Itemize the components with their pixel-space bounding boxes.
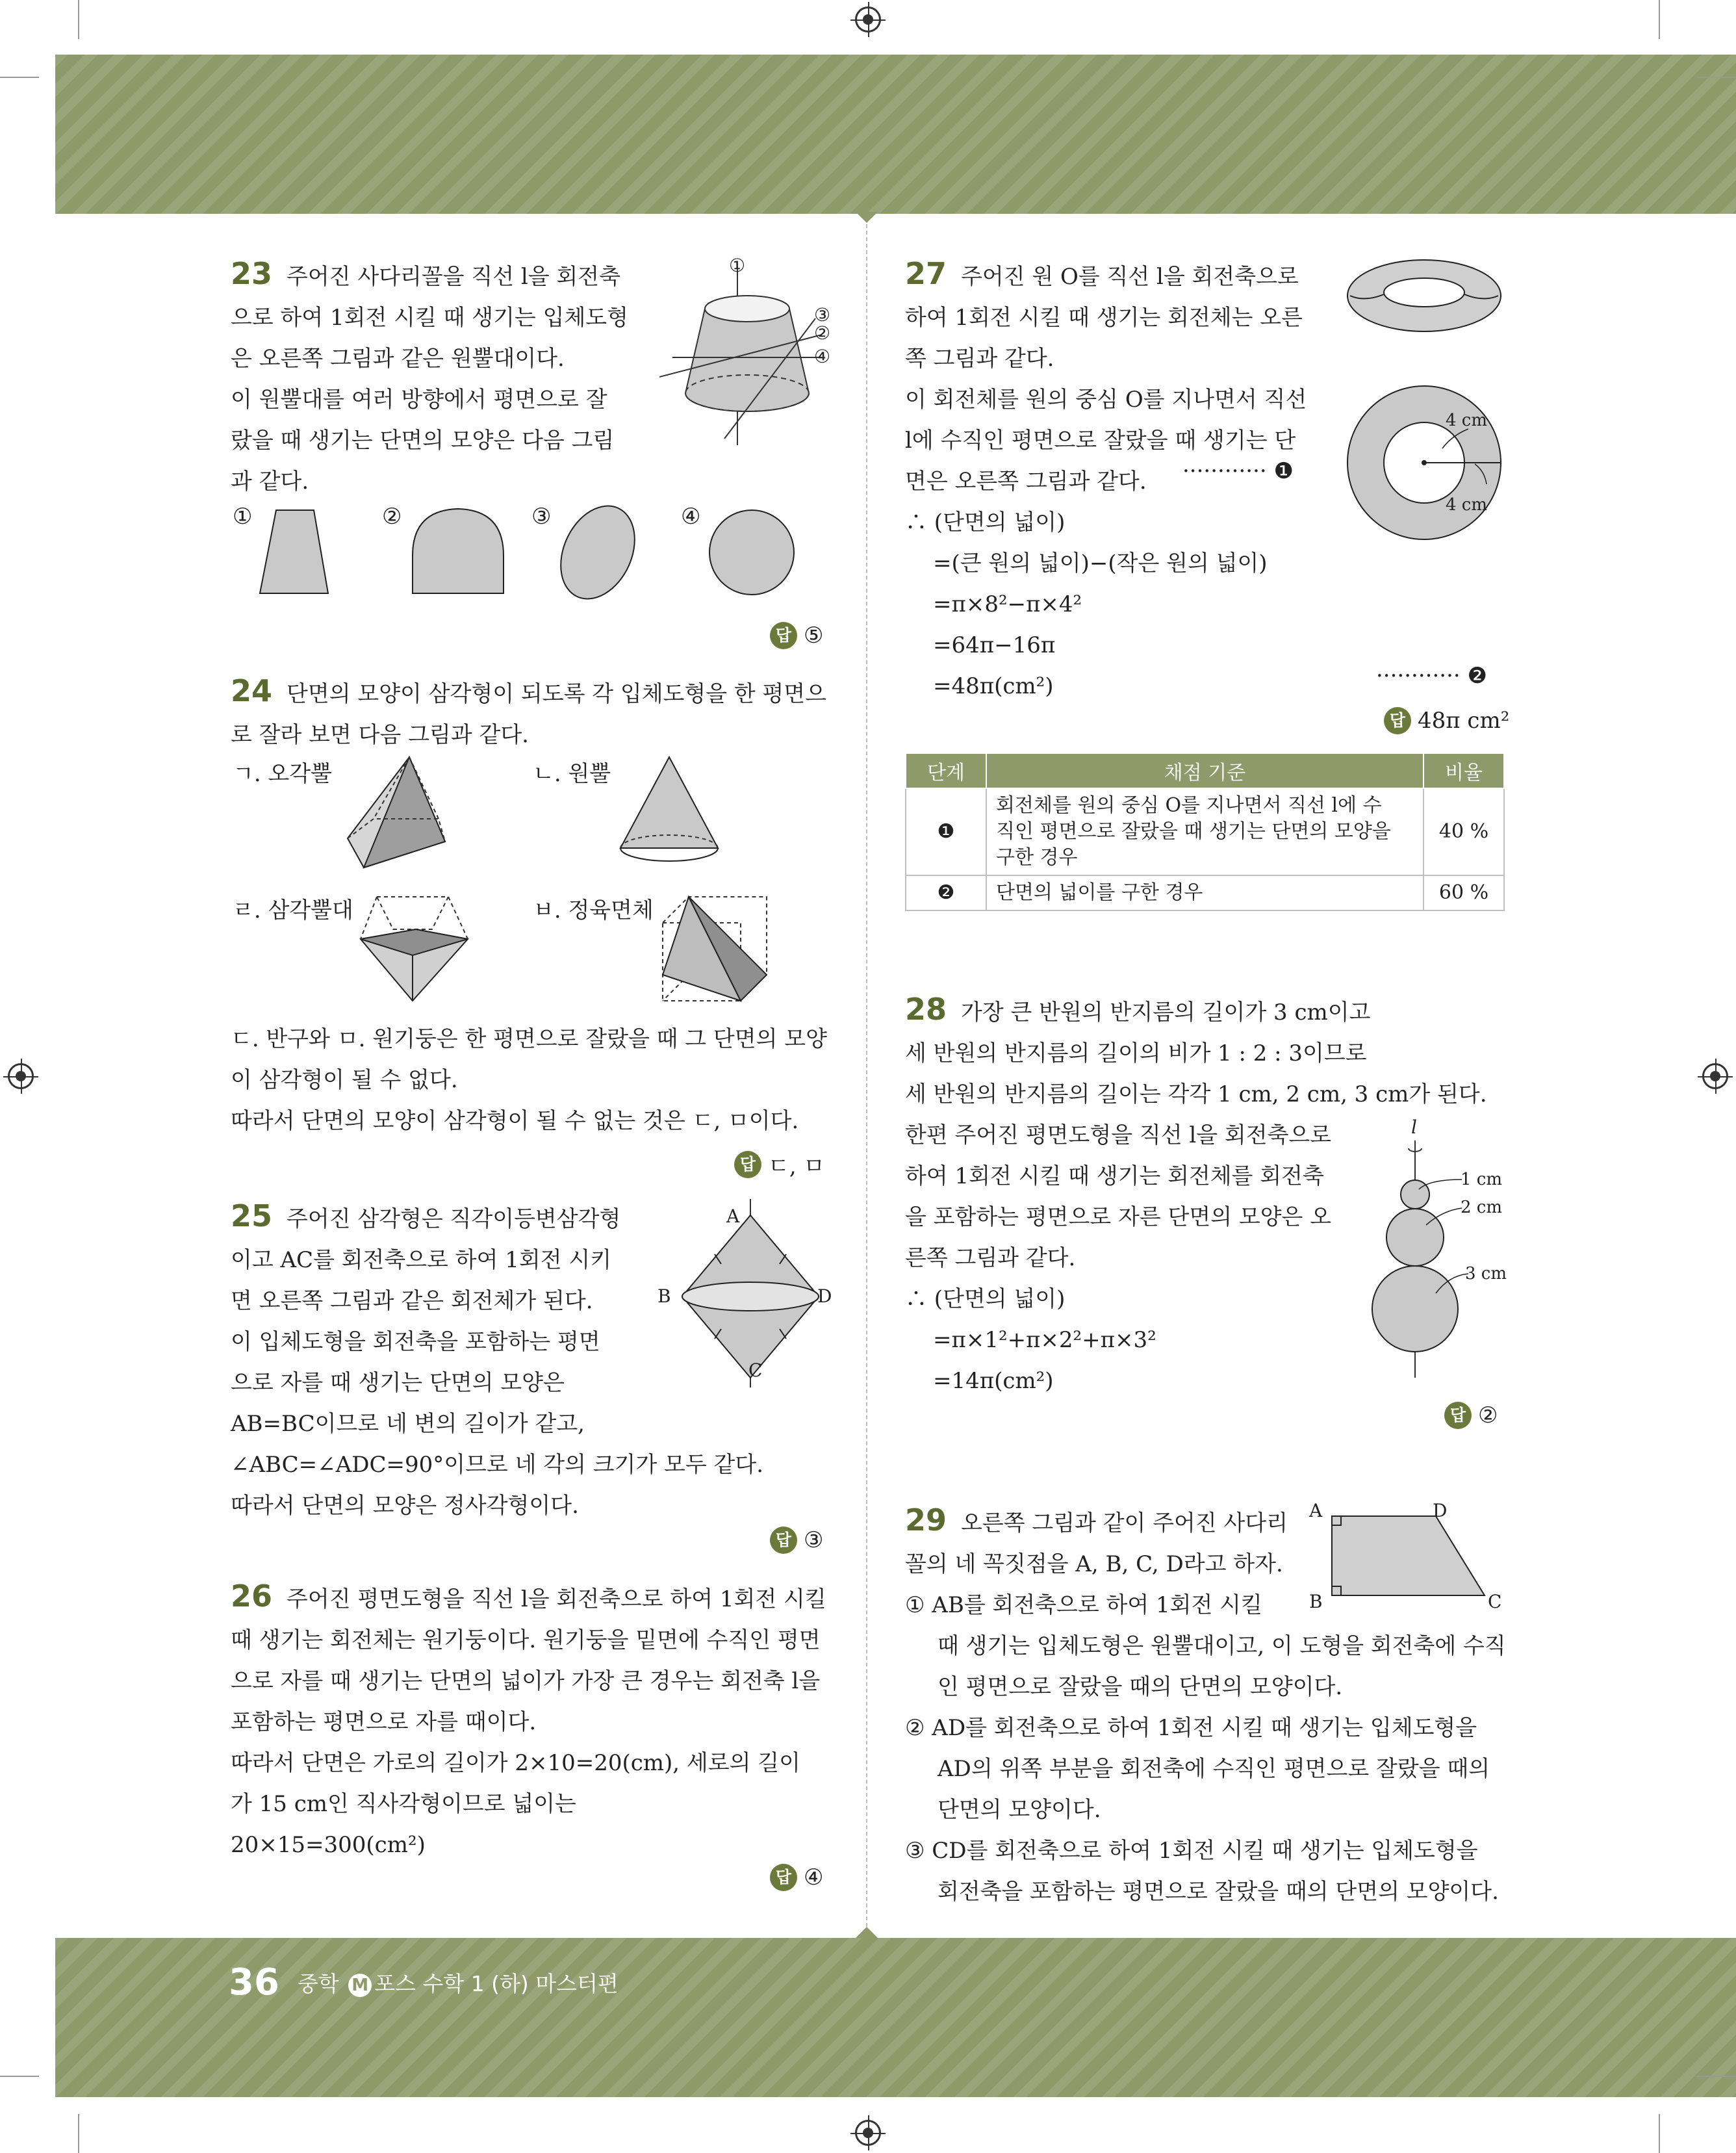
dimension-label: 3 cm: [1465, 1264, 1507, 1283]
table-header-row: [906, 753, 1504, 788]
fig-label: ①: [729, 255, 746, 276]
vertex-label: C: [748, 1360, 763, 1381]
table-header: 비율: [1423, 753, 1504, 788]
column-divider: [866, 224, 867, 1927]
question-number: 27: [905, 256, 947, 291]
crop-mark: [78, 0, 79, 39]
cone-figure: [614, 754, 724, 874]
axis-label: l: [1411, 1116, 1417, 1138]
solid-label: ㄴ. 원뿔: [533, 761, 611, 787]
page-number: 36: [229, 1961, 279, 2004]
criterion-cell: 회전체를 원의 중심 O를 지나면서 직선 l에 수 직인 평면으로 잘랐을 때 생기는 단면의 모양을 구한 경우: [986, 788, 1423, 875]
header-notch: [856, 212, 878, 223]
crop-mark: [0, 2076, 39, 2077]
q28-text: 28 가장 큰 반원의 반지름의 길이가 3 cm이고 세 반원의 반지름의 길이의 비가 1 : 2 : 3이므로 세 반원의 반지름의 길이는 각각 1 cm, 2 cm, 3 cm가 된다. 한편 주어진 평면도형을 직선 l을 회전축으로 하여 1회전 시킬 때 생기는 회전체를 회전축 을 포함하는 평면으로 자른 단면의 모양은 오 른쪽 그림과 같다. ∴ (단면의 넓이) =π×1²+π×2²+π×3² =14π(cm²): [905, 992, 1487, 1394]
pentagonal-pyramid-figure: [341, 754, 458, 874]
answer-badge: 답: [770, 1527, 797, 1554]
step-mark-2: ············ ❷: [1376, 663, 1487, 689]
trapezoid-figure: [1325, 1511, 1488, 1602]
grading-table: [905, 753, 1505, 911]
answer-badge: 답: [770, 1864, 797, 1891]
criterion-cell: 단면의 넓이를 구한 경우: [986, 875, 1423, 910]
crop-mark: [78, 2114, 79, 2153]
answer-box: 답 ④: [770, 1864, 823, 1891]
crop-mark: [1697, 2076, 1736, 2077]
vertex-label: B: [1309, 1591, 1323, 1612]
vertex-label: A: [726, 1205, 740, 1227]
table-row: [906, 788, 1504, 875]
table-header: 채점 기준: [986, 753, 1423, 788]
m-logo-icon: M: [348, 1974, 372, 1997]
registration-mark-icon: [1702, 1063, 1728, 1089]
vertex-label: D: [1433, 1500, 1448, 1521]
question-number: 24: [231, 673, 273, 708]
solid-label: ㄹ. 삼각뿔대: [233, 897, 353, 923]
shape-label: ①: [233, 504, 253, 530]
dimension-label: 2 cm: [1461, 1198, 1503, 1217]
answer-badge: 답: [734, 1151, 761, 1178]
fig-label: ②: [814, 322, 831, 344]
crop-mark: [1659, 0, 1660, 39]
step-mark-1: ············ ❶: [1182, 458, 1294, 484]
crop-mark: [0, 77, 39, 78]
registration-mark-icon: [855, 6, 881, 32]
question-number: 23: [231, 256, 273, 291]
answer-badge: 답: [1444, 1402, 1472, 1429]
vertex-label: C: [1488, 1591, 1502, 1612]
q24-explanation: ㄷ. 반구와 ㅁ. 원기둥은 한 평면으로 잘랐을 때 그 단면의 모양 이 삼각형이 될 수 없다. 따라서 단면의 모양이 삼각형이 될 수 없는 것은 ㄷ, ㅁ이다.: [231, 1026, 827, 1134]
book-title: 중학 M 포스 수학 1 (하) 마스터편: [297, 1971, 619, 1996]
answer-box: 답 ㄷ, ㅁ: [734, 1148, 824, 1180]
table-row: [906, 875, 1504, 910]
q23-text: 23 주어진 사다리꼴을 직선 l을 회전축 으로 하여 1회전 시킬 때 생기는 입체도형 은 오른쪽 그림과 같은 원뿔대이다. 이 원뿔대를 여러 방향에서 평면으로 잘 랐을 때 생기는 단면의 모양은 다음 그림 과 같다.: [231, 256, 628, 495]
question-number: 26: [231, 1579, 273, 1614]
ratio-cell: 60 %: [1423, 875, 1504, 910]
q25-text: 25 주어진 삼각형은 직각이등변삼각형 이고 AC를 회전축으로 하여 1회전 시키 면 오른쪽 그림과 같은 회전체가 된다. 이 입체도형을 회전축을 포함하는 평면 으로 자를 때 생기는 단면의 모양은 AB=BC이므로 네 변의 길이가 같고, ∠ABC=∠ADC=90°이므로 네 각의 크기가 모두 같다. 따라서 단면의 모양은 정사각형이다.: [231, 1198, 764, 1519]
dimension-label: 4 cm: [1446, 411, 1488, 430]
answer-box: 답 ⑤: [770, 622, 823, 649]
triangular-frustum-figure: [357, 890, 474, 1014]
answer-box: 답 ②: [1444, 1402, 1498, 1429]
shape-label: ②: [382, 504, 402, 530]
vertex-label: B: [657, 1285, 671, 1307]
q26-text: 26 주어진 평면도형을 직선 l을 회전축으로 하여 1회전 시킬 때 생기는 회전체는 원기둥이다. 원기둥을 밑면에 수직인 평면 으로 자를 때 생기는 단면의 넓이가 가장 큰 경우는 회전축 l을 포함하는 평면으로 자를 때이다. 따라서 단면은 가로의 길이가 2×10=20(cm), 세로의 길이 가 15 cm인 직사각형이므로 넓이는 20×15=300(cm²): [231, 1579, 826, 1858]
footer-notch: [856, 1927, 878, 1938]
registration-mark-icon: [855, 2120, 881, 2146]
cube-figure: [659, 894, 776, 1014]
vertex-label: A: [1309, 1500, 1323, 1521]
shape-label: ④: [681, 504, 701, 530]
answer-box: 답 48π cm²: [1384, 707, 1509, 734]
ratio-cell: 40 %: [1423, 788, 1504, 875]
solid-label: ㄱ. 오각뿔: [233, 761, 332, 787]
question-number: 25: [231, 1198, 273, 1233]
dimension-label: 4 cm: [1446, 495, 1488, 515]
fig-label: ③: [814, 304, 831, 326]
ellipse-shape: [546, 504, 649, 608]
answer-badge: 답: [1384, 707, 1411, 734]
page-footer: [229, 1961, 619, 2004]
cross-section-shapes: [257, 504, 809, 608]
table-header: 단계: [906, 753, 986, 788]
question-number: 29: [905, 1502, 947, 1538]
circle-shape: [709, 510, 794, 595]
step-cell: ❷: [906, 875, 986, 910]
vertex-label: D: [817, 1285, 832, 1307]
registration-mark-icon: [8, 1063, 34, 1089]
answer-badge: 답: [770, 622, 797, 649]
fig-label: ④: [814, 346, 831, 367]
step-cell: ❶: [906, 788, 986, 875]
crop-mark: [1697, 77, 1736, 78]
q27-text: 27 주어진 원 O를 직선 l을 회전축으로 하여 1회전 시킬 때 생기는 회전체는 오른 쪽 그림과 같다. 이 회전체를 원의 중심 O를 지나면서 직선 l에 수직인 평면으로 잘랐을 때 생기는 단 면은 오른쪽 그림과 같다. ∴ (단면의 넓이) =(큰 원의 넓이)−(작은 원의 넓이) =π×8²−π×4² =64π−16π =48π(cm²): [905, 256, 1307, 699]
solid-label: ㅂ. 정육면체: [533, 897, 654, 923]
q24-text: 24 단면의 모양이 삼각형이 되도록 각 입체도형을 한 평면으 로 잘라 보면 다음 그림과 같다.: [231, 673, 827, 748]
answer-box: 답 ③: [770, 1527, 823, 1554]
arch-shape: [413, 509, 504, 593]
torus-figure: [1345, 257, 1504, 341]
shape-label: ③: [531, 504, 552, 530]
crop-mark: [1659, 2114, 1660, 2153]
annulus-figure: [1345, 383, 1504, 543]
dimension-label: 1 cm: [1461, 1170, 1503, 1189]
question-number: 28: [905, 992, 947, 1027]
header-band: [55, 55, 1736, 214]
q29-text: 29 오른쪽 그림과 같이 주어진 사다리 꼴의 네 꼭짓점을 A, B, C, D라고 하자. ① AB를 회전축으로 하여 1회전 시킬 때 생기는 입체도형은 원뿔대이고, 이 도형을 회전축에 수직 인 평면으로 잘랐을 때의 단면의 모양이다. ② AD를 회전축으로 하여 1회전 시킬 때 생기는 입체도형을 AD의 위쪽 부분을 회전축에 수직인 평면으로 잘랐을 때의 단면의 모양이다. ③ CD를 회전축으로 하여 1회전 시킬 때 생기는 입체도형을 회전축을 포함하는 평면으로 잘랐을 때의 단면의 모양이다.: [905, 1502, 1506, 1905]
trapezoid-shape: [260, 510, 328, 593]
